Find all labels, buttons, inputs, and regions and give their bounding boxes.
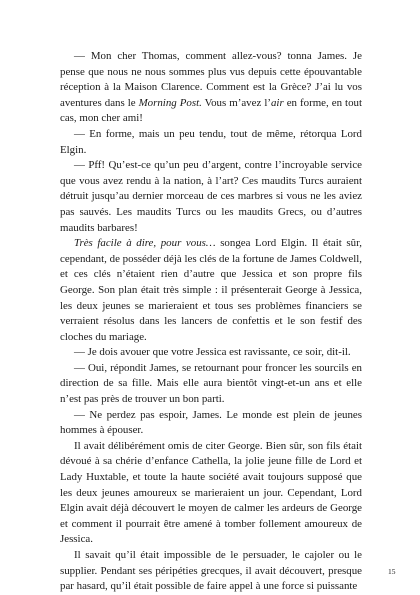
- body-text: [60, 49, 362, 595]
- paragraph: [60, 548, 362, 595]
- page-number: 15: [388, 567, 396, 576]
- text-run: — Mon cher Thomas, comment allez-vous? tonna James. Je pense que nous ne nous sommes plus vus depuis cette épouvantable réception à la Maison Clarence. Comment est la Grèce? J’ai lu vos aventures dans le: [60, 50, 362, 109]
- text-run: Vous m’avez l’: [201, 96, 271, 109]
- text-run: Il avait délibérément omis de citer George. Bien sûr, son fils était dévoué à sa chérie d’enfance Cathella, la jolie jeune fille de Lord et Lady Huxtable, et toute la haute société avait toujours supposé que les deux jeunes amoureux se marieraient un jour. Cependant, Lord Elgin avait déjà découvert le moyen de calmer les ardeurs de George et comment il pourrait être amené à tomber follement amoureux de Jessica.: [60, 439, 362, 546]
- paragraph: [60, 127, 362, 158]
- paragraph: [60, 158, 362, 236]
- text-run: — Je dois avouer que votre Jessica est ravissante, ce soir, dit-il.: [74, 346, 351, 359]
- text-run: Il savait qu’il était impossible de le persuader, le cajoler ou le supplier. Pendant ses péripéties grecques, il avait découvert, presque par hasard, qu’il était possible de faire appel à une force si puissante: [60, 549, 362, 593]
- paragraph: [60, 408, 362, 439]
- italic-text: Très facile à dire, pour vous…: [74, 237, 216, 250]
- paragraph: [60, 361, 362, 408]
- paragraph: [60, 236, 362, 345]
- paragraph: [60, 439, 362, 548]
- italic-text: Morning Post.: [138, 96, 202, 109]
- text-run: songea Lord Elgin. Il était sûr, cependant, de posséder déjà les clés de la fortune de James Coldwell, et ces clés n’étaient rien d’autre que Jessica et son propre fils George. Son plan était très simple : il présenterait George à Jessica, les deux jeunes se marieraient et tous ses problèmes financiers se verraient résolus dans les lancers de confettis et le son festif des cloches du mariage.: [60, 237, 362, 343]
- text-run: — Oui, répondit James, se retournant pour froncer les sourcils en direction de sa fille. Mais elle aura bientôt vingt-et-un ans et elle n’est pas près de trouver un bon parti.: [60, 361, 362, 406]
- paragraph: [60, 345, 362, 361]
- text-run: — En forme, mais un peu tendu, tout de même, rétorqua Lord Elgin.: [60, 127, 362, 156]
- text-run: — Pff! Qu’est-ce qu’un peu d’argent, contre l’incroyable service que vous avez rendu à la nation, à l’art? Ces maudits Turcs auraient détruit jusqu’au dernier morceau de ces marbres si vous ne les aviez pas sauvés. Les maudits Turcs ou les maudits Grecs, ou d’autres maudits barbares!: [60, 159, 362, 234]
- text-run: — Ne perdez pas espoir, James. Le monde est plein de jeunes hommes à épouser.: [60, 408, 362, 437]
- text-run: en forme, en tout cas, mon cher ami!: [60, 96, 362, 125]
- paragraph: [60, 49, 362, 127]
- italic-text: air: [270, 96, 284, 109]
